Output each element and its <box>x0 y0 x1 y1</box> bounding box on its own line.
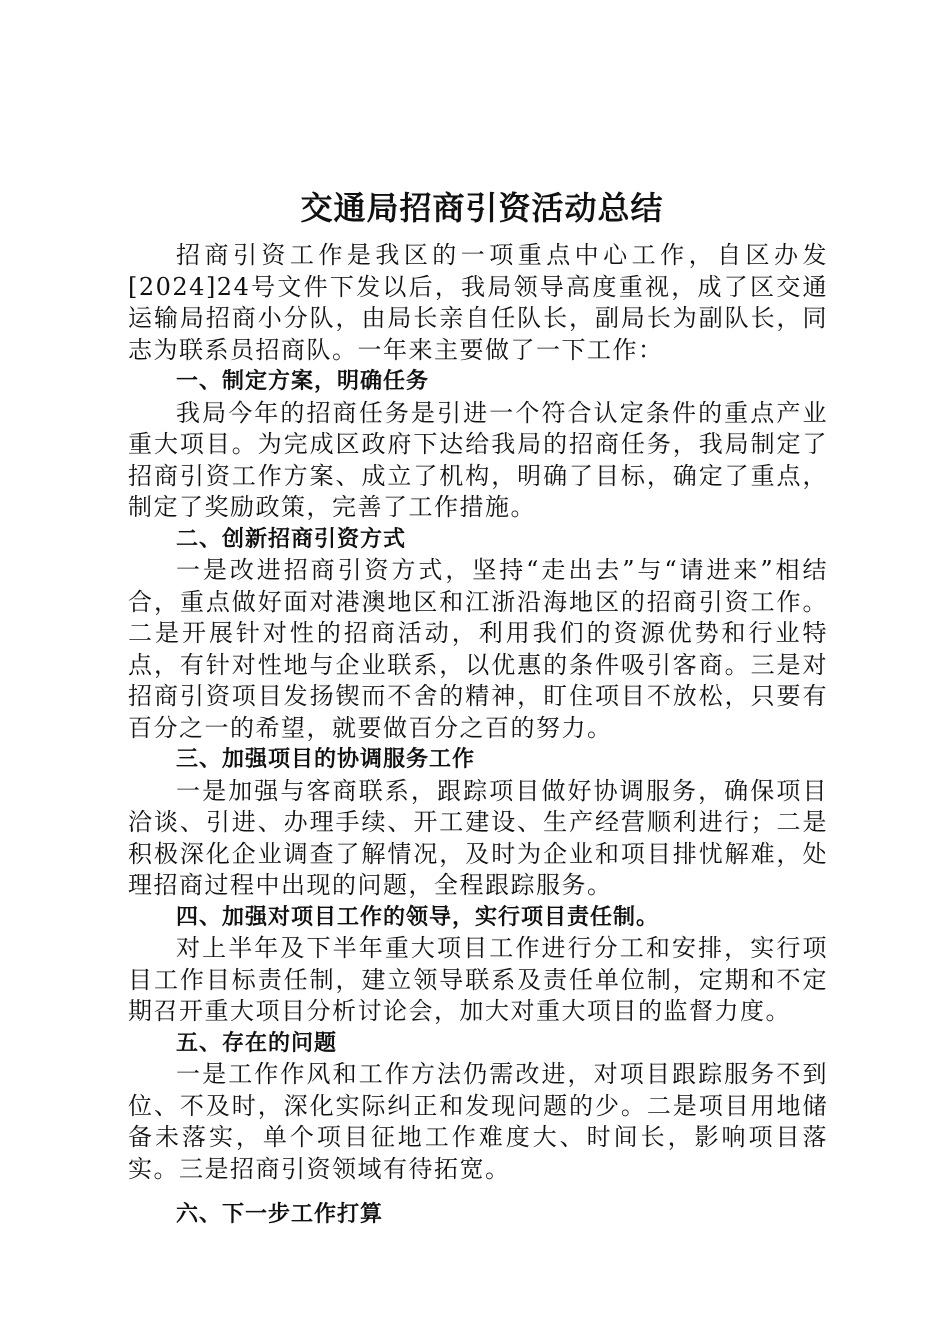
section-heading-2: 二、创新招商引资方式 <box>176 526 407 552</box>
section-body-2: 一是改进招商引资方式，坚持“走出去”与“请进来”相结合，重点做好面对港澳地区和江浙沿海地区的招商引资工作。二是开展针对性的招商活动，利用我们的资源优势和行业特点，有针对性地与企业联系，以优惠的条件吸引客商。三是对招商引资项目发扬锲而不舍的精神，盯住项目不放松，只要有百分之一的希望，就要做百分之百的努力。 <box>128 556 828 742</box>
section-body-5: 一是工作作风和工作方法仍需改进，对项目跟踪服务不到位、不及时，深化实际纠正和发现问题的少。二是项目用地储备未落实，单个项目征地工作难度大、时间长，影响项目落实。三是招商引资领域有待拓宽。 <box>128 1060 828 1183</box>
section-heading-3: 三、加强项目的协调服务工作 <box>176 747 476 772</box>
section-body-4: 对上半年及下半年重大项目工作进行分工和安排，实行项目工作目标责任制，建立领导联系及责任单位制，定期和不定期召开重大项目分析讨论会，加大对重大项目的监督力度。 <box>128 934 828 1025</box>
section-heading-4: 四、加强对项目工作的领导，实行项目责任制。 <box>176 904 660 930</box>
document-page <box>128 182 828 1231</box>
intro-paragraph: 招商引资工作是我区的一项重点中心工作，自区办发[2024]24号文件下发以后，我局领导高度重视，成了区交通运输局招商小分队，由局长亲自任队长，副局长为副队长，同志为联系员招商队。一年来主要做了一下工作： <box>128 241 828 364</box>
section-body-3: 一是加强与客商联系，跟踪项目做好协调服务，确保项目洽谈、引进、办理手续、开工建设、生产经营顺利进行；二是积极深化企业调查了解情况，及时为企业和项目排忧解难，处理招商过程中出现的问题，全程跟踪服务。 <box>128 776 828 899</box>
section-heading-6: 六、下一步工作打算 <box>176 1202 384 1227</box>
section-body-1: 我局今年的招商任务是引进一个符合认定条件的重点产业重大项目。为完成区政府下达给我局的招商任务，我局制定了招商引资工作方案、成立了机构，明确了目标，确定了重点，制定了奖励政策，完善了工作措施。 <box>128 398 828 521</box>
section-heading-5: 五、存在的问题 <box>176 1030 338 1056</box>
section-heading-1: 一、制定方案，明确任务 <box>176 369 430 394</box>
document-title: 交通局招商引资活动总结 <box>300 189 664 227</box>
